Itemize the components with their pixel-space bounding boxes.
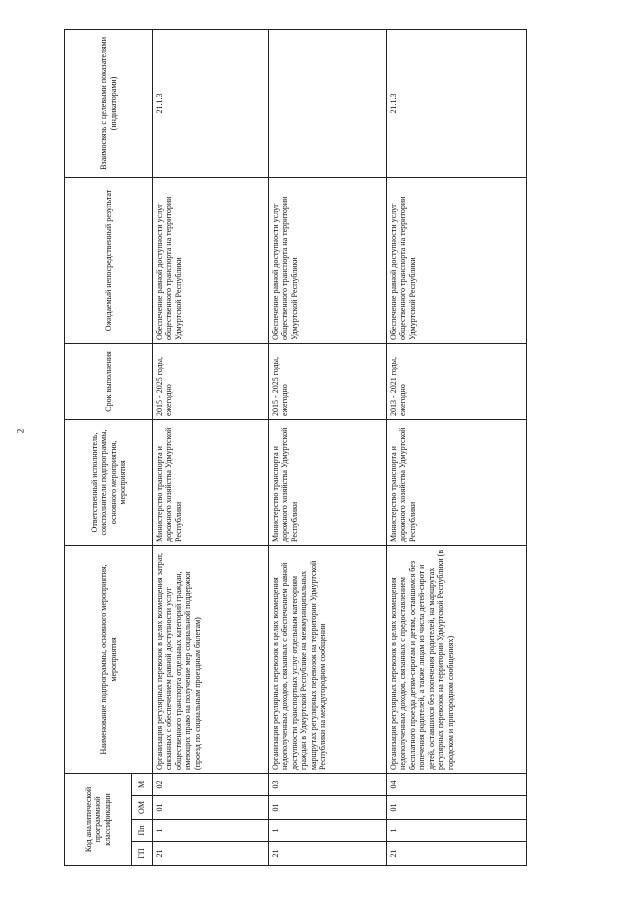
table-row: [269, 29, 387, 865]
cell-link: [269, 29, 387, 177]
cell-pp: 1: [153, 820, 269, 842]
cell-om: 01: [153, 796, 269, 820]
cell-pp: 1: [387, 820, 527, 842]
page-number: 2: [15, 428, 26, 434]
cell-name: Организация регулярных перевозок в целях возмещения затрат, связанных с обеспечением равной доступности услуг общественного транспорта отдельных категорий граждан, имеющих право на получение мер социальной поддержки (проезд по социальным проездным билетам): [153, 545, 269, 773]
cell-om: 01: [387, 796, 527, 820]
cell-name: Организация регулярных перевозок в целях возмещения недополученных доходов, связанных с обеспечением равной доступности транспортных услуг отдельным категориям граждан в Удмуртской Республике на межмуниципальных маршрутах регулярных перевозок на территории Удмуртской Республики на междугородном сообщении: [269, 545, 387, 773]
cell-executor: Министерство транспорта и дорожного хозяйства Удмуртской Республики: [387, 419, 527, 545]
cell-term: 2015 - 2025 годы, ежегодно: [153, 343, 269, 419]
header-result: Ожидаемый непосредственный результат: [65, 177, 153, 343]
cell-term: 2013 - 2021 годы, ежегодно: [387, 343, 527, 419]
header-pp: Пп: [132, 820, 153, 842]
cell-executor: Министерство транспорта и дорожного хозяйства Удмуртской Республики: [269, 419, 387, 545]
table-row: [387, 29, 527, 865]
cell-result: Обеспечение равной доступности услуг общественного транспорта на территории Удмуртской Республики: [269, 177, 387, 343]
table-row: [153, 29, 269, 865]
cell-m: 03: [269, 773, 387, 795]
cell-name: Организация регулярных перевозок в целях возмещения недополученных доходов, связанных с предоставлением бесплатного проезда детям-сиротам и детям, оставшимся без попечения родителей, а также лицам из числа детей-сирот и детей, оставшихся без попечения родителей, на маршрутах регулярных перевозок на территории Удмуртской Республики (в городском и пригородном сообщениях): [387, 545, 527, 773]
cell-gp: 21: [387, 842, 527, 866]
header-gp: ГП: [132, 842, 153, 866]
header-link: Взаимосвязь с целевыми показателями (индикаторами): [65, 29, 153, 177]
cell-executor: Министерство транспорта и дорожного хозяйства Удмуртской Республики: [153, 419, 269, 545]
cell-result: Обеспечение равной доступности услуг общественного транспорта на территории Удмуртской Республики: [387, 177, 527, 343]
header-executor: Ответственный исполнитель, соисполнители подпрограммы, основного мероприятия, мероприятия: [65, 419, 153, 545]
cell-pp: 1: [269, 820, 387, 842]
cell-link: 21.1.3: [153, 29, 269, 177]
cell-gp: 21: [269, 842, 387, 866]
cell-term: 2015 - 2025 годы, ежегодно: [269, 343, 387, 419]
cell-om: 01: [269, 796, 387, 820]
header-m: М: [132, 773, 153, 795]
header-om: ОМ: [132, 796, 153, 820]
rotated-sheet: [64, 30, 526, 866]
header-code-group: Код аналитической программной классификации: [65, 773, 132, 865]
cell-result: Обеспечение равной доступности услуг общественного транспорта на территории Удмуртской Республики: [153, 177, 269, 343]
cell-m: 02: [153, 773, 269, 795]
header-name: Наименование подпрограммы, основного мероприятия, мероприятия: [65, 545, 153, 773]
cell-gp: 21: [153, 842, 269, 866]
cell-m: 04: [387, 773, 527, 795]
header-term: Срок выполнения: [65, 343, 153, 419]
table-frame: [64, 30, 526, 866]
cell-link: 21.1.3: [387, 29, 527, 177]
measures-table: [64, 29, 527, 866]
